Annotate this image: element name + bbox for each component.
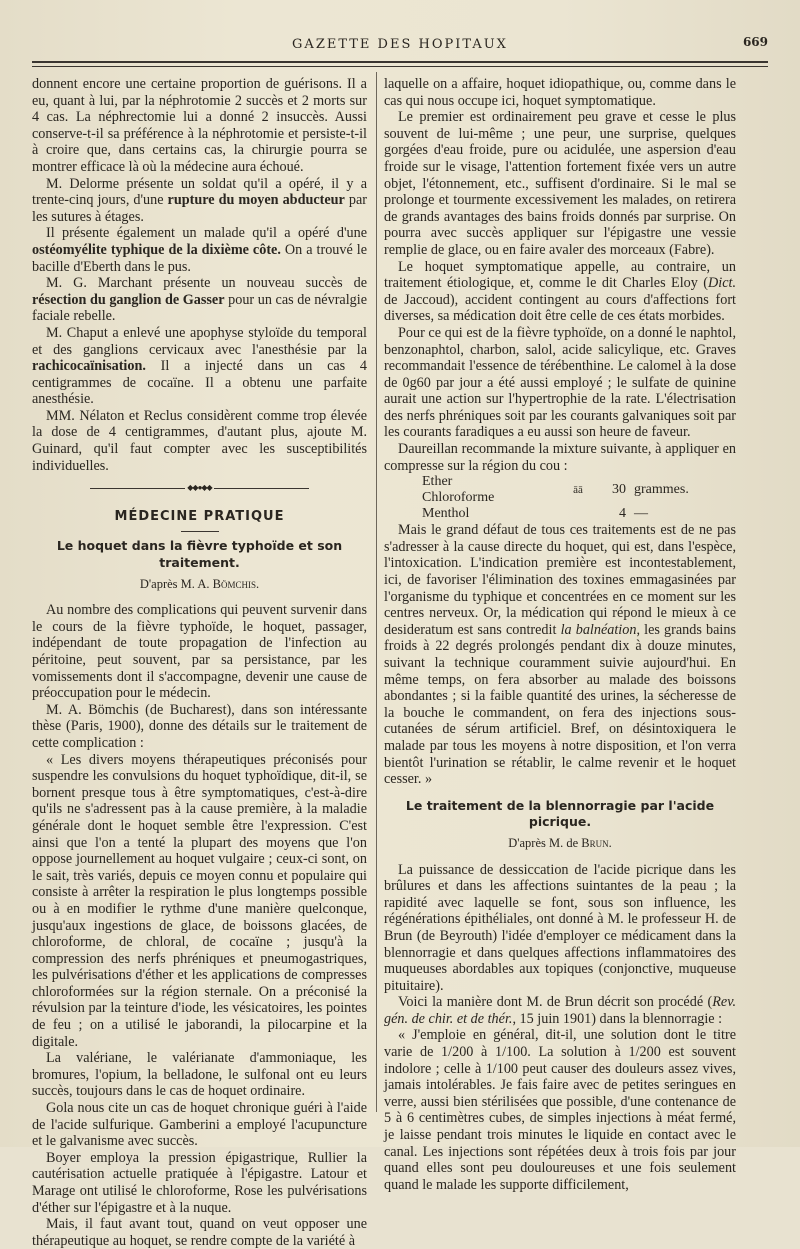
left-column — [32, 76, 367, 1249]
header-rule-thick — [32, 61, 768, 63]
formula-unit: grammes. — [634, 482, 689, 498]
article-title: Le traitement de la blennorragie par l'acide picrique. — [405, 797, 715, 830]
paragraph: Voici la manière dont M. de Brun décrit son procédé (Rev. gén. de chir. et de thér., 15 juin 1901) dans la blennorragie : — [384, 994, 736, 1027]
paragraph: Mais le grand défaut de tous ces traitements est de ne pas s'adresser à la cause directe du hoquet, qui est, dans l'espèce, l'intoxication. L'indication première est incontestablement, ici, de favoriser l'élimination des toxines emmagasinées par l'organisme du typhique et concentrées en ce moment sur les centres nerveux. Or, la médication qui répond le mieux à ce desideratum est sans contredit la balnéation, les grands bains froids à 22 degrés prolongés pendant dix à douze minutes, suivant la technique couramment suivie aujourd'hui. En même temps, on fera absorber au malade des boissons abondantes ; si la faible quantité des urines, la sécheresse de la bouche le commandent, on fera des injections sous-cutanées de sérum artificiel. Bref, on désintoxiquera le malade par tous les moyens à notre disposition, et l'on verra bientôt l'urination se rétablir, le calme revenir et le hoquet cesser. » — [384, 522, 736, 788]
formula-ingredient: Menthol — [422, 506, 470, 522]
right-column — [384, 76, 736, 1193]
bold-phrase: rupture du moyen abducteur — [167, 192, 345, 209]
paragraph: M. Delorme présente un soldat qu'il a opéré, il y a trente-cinq jours, d'une rupture du moyen abducteur par les sutures à étages. — [32, 175, 367, 225]
formula-ingredient: Ether — [422, 474, 453, 490]
header-rule-thin — [32, 66, 768, 67]
paragraph: Au nombre des complications qui peuvent survenir dans le cours de la fièvre typhoïde, le hoquet, passager, indépendant de toute propagation de l'infection au péritoine, peut souvent, par sa persistance, par les vomissements dont il s'accompagne, devenir une cause de préoccupation pour le médecin. — [32, 602, 367, 702]
paragraph: Boyer employa la pression épigastrique, Rullier la cautérisation actuelle pratiquée à l'épigastre. Latour et Marage ont utilisé le chloroforme, Rose les pulvérisations d'éther sur l'épigastre et à la nuque. — [32, 1149, 367, 1216]
article-title: Le hoquet dans la fièvre typhoïde et son traitement. — [56, 538, 343, 571]
italic-phrase: la balnéation — [560, 621, 637, 638]
paragraph: Il présente également un malade qu'il a opéré d'une ostéomyélite typhique de la dixième côte. On a trouvé le bacille d'Eberth dans le pus. — [32, 225, 367, 275]
formula-quantity: 30 — [612, 482, 626, 498]
section-heading: MÉDECINE PRATIQUE — [114, 508, 285, 524]
paragraph: Pour ce qui est de la fièvre typhoïde, on a donné le naphtol, benzonaphtol, charbon, salol, acide salicylique, etc. Graves recommandait l'essence de térébenthine. Le calomel à la dose de 0g60 par jour a été aussi employé ; le sulfate de quinine aurait une action sur l'hypertrophie de la rate. L'électrisation des nerfs phréniques soit par les courants galvaniques soit par les courants faradiques a eu aussi son heure de faveur. — [384, 324, 736, 441]
bold-phrase: résection du ganglion de Gasser — [32, 291, 225, 308]
page-number: 669 — [742, 35, 768, 49]
formula-ingredient: Chloroforme — [422, 490, 495, 506]
paragraph: M. G. Marchant présente un nouveau succès de résection du ganglion de Gasser pour un cas de névralgie faciale rebelle. — [32, 275, 367, 325]
paragraph: donnent encore une certaine proportion de guérisons. Il a eu, quant à lui, par la néphrotomie 2 succès et 2 morts sur 4 cas. La néphrectomie lui a donné 2 insuccès. Aussi conserve-t-il sa préférence à la néphrotomie et persiste-t-il à croire que, dans certains cas, la chirurgie pourra se montrer efficace là où la médecine aura échoué. — [32, 76, 367, 175]
paragraph: Daureillan recommande la mixture suivante, à appliquer en compresse sur la région du cou : — [384, 441, 736, 474]
column-divider — [376, 72, 377, 1112]
heading-rule — [181, 531, 219, 532]
paragraph: La puissance de dessiccation de l'acide picrique dans les brûlures et dans les affections suintantes de la peau ; la rapidité avec laquelle se font, sous son influence, les régénérations épithéliales, ont donné à M. le professeur H. de Brun (de Beyrouth) l'idée d'employer ce médicament dans la blennorragie et dans quelques affections inflammatoires des muqueuses abordables aux topiques (conjonctive, muqueuse pituitaire). — [384, 861, 736, 994]
paragraph: laquelle on a affaire, hoquet idiopathique, ou, comme dans le cas qui nous occupe ici, hoquet symptomatique. — [384, 76, 736, 109]
article-byline: D'après M. de Brun. — [508, 835, 612, 850]
paragraph: Le premier est ordinairement peu grave et cesse le plus souvent de lui-même ; une peur, une surprise, quelques gorgées d'eau froide, pure ou acidulée, une aspersion d'eau froide sur le visage, l'attention fortement fixée vers un autre objet, l'étonnement, etc., suffisent d'ordinaire. Si le mal se prolonge et tourmente excessivement les malades, on retirera de grands avantages des bains froids donnés par surprise. On pourra avec succès appliquer sur l'épigastre une vessie remplie de glace, ou en faire avaler des morceaux (Fabre). — [384, 109, 736, 258]
formula-unit: — — [634, 506, 648, 522]
bold-phrase: ostéomyélite typhique de la dixième côte. — [32, 241, 281, 258]
paragraph: M. Chaput a enlevé une apophyse styloïde du temporal et des ganglions cervicaux avec l'anesthésie par la rachicocaïnisation. Il a injecté dans un cas 4 centigrammes de cocaïne. Il a obtenu une parfaite anesthésie. — [32, 324, 367, 408]
italic-reference: Dict. — [708, 275, 736, 292]
paragraph: Gola nous cite un cas de hoquet chronique guéri à l'aide de l'acide sulfurique. Gamberini a employé l'acupuncture et le galvanisme avec succès. — [32, 1100, 367, 1150]
bold-phrase: rachicocaïnisation. — [32, 358, 146, 375]
paragraph: Mais, il faut avant tout, quand on veut opposer une thérapeutique au hoquet, se rendre compte de la variété à — [32, 1216, 367, 1249]
prescription-formula — [384, 474, 736, 522]
section-ornament: ◆◆●◆◆ — [32, 480, 367, 497]
formula-quantity: 4 — [619, 506, 626, 522]
paragraph: MM. Nélaton et Reclus considèrent comme trop élevée la dose de 4 centigrammes, d'autant plus, ajoute M. Guinard, qu'il faut compter avec les susceptibilités individuelles. — [32, 407, 367, 474]
italic-reference: Rev. gén. de chir. et de thér. — [384, 994, 736, 1027]
paragraph: M. A. Bömchis (de Bucharest), dans son intéressante thèse (Paris, 1900), donne des détails sur le traitement de cette complication : — [32, 701, 367, 751]
paragraph: La valériane, le valérianate d'ammoniaque, les bromures, l'opium, la belladone, le sulfonal ont eu leurs succès, toujours dans le cas de hoquet ordinaire. — [32, 1050, 367, 1100]
formula-brace: āā — [573, 484, 583, 497]
paragraph: Le hoquet symptomatique appelle, au contraire, un traitement étiologique, et, comme le dit Charles Eloy (Dict. de Jaccoud), accident contingent au cours d'affections fort diverses, sa médication doit être celle de ces états morbides. — [384, 258, 736, 325]
paragraph: « J'emploie en général, dit-il, une solution dont le titre varie de 1/200 à 1/100. La solution à 1/200 est souvent indolore ; celle à 1/100 peut causer des douleurs assez vives, jamais intolérables. Je fais faire avec de petites seringues en verre, aussi bien stérilisées que possible, d'une contenance de 5 à 6 centimètres cubes, de simples injections à méat fermé, je laisse pendant trois minutes le liquide en contact avec le canal. Les injections sont répétées deux à trois fois par jour quand elles sont peu douloureuses et une fois seulement quand le malade les supporte difficilement, — [384, 1027, 736, 1193]
paragraph: « Les divers moyens thérapeutiques préconisés pour suspendre les convulsions du hoquet typhoïdique, dit-il, se bornent presque tous à être symptomatiques, c'est-à-dire qu'ils ne s'adressent pas à la cause première, à la maladie générale dont le hoquet semble être l'expression. C'est ainsi que l'on a tenté la plupart des moyens que l'on oppose journellement au hoquet vulgaire ; ceux-ci sont, on le sait, très variés, depuis ce moyen connu et populaire qui consiste à arrêter la respiration le plus longtemps possible ou à en modifier le rythme d'une manière quelconque, jusqu'aux ingestions de glace, de boissons glacées, de chloroforme, de chloral, de cocaïne ; jusqu'à la compression des nerfs phréniques et pneumogastriques, les pulvérisations d'éther et les applications de compresses chloroformées sur la région sternale. On a préconisé la révulsion par la teinture d'iode, les vésicatoires, les pointes de feu ; on a utilisé le jaborandi, la pilocarpine et la digitale. — [32, 751, 367, 1050]
running-header-title: GAZETTE DES HOPITAUX — [292, 37, 508, 52]
article-byline: D'après M. A. Bömchis. — [139, 576, 260, 591]
